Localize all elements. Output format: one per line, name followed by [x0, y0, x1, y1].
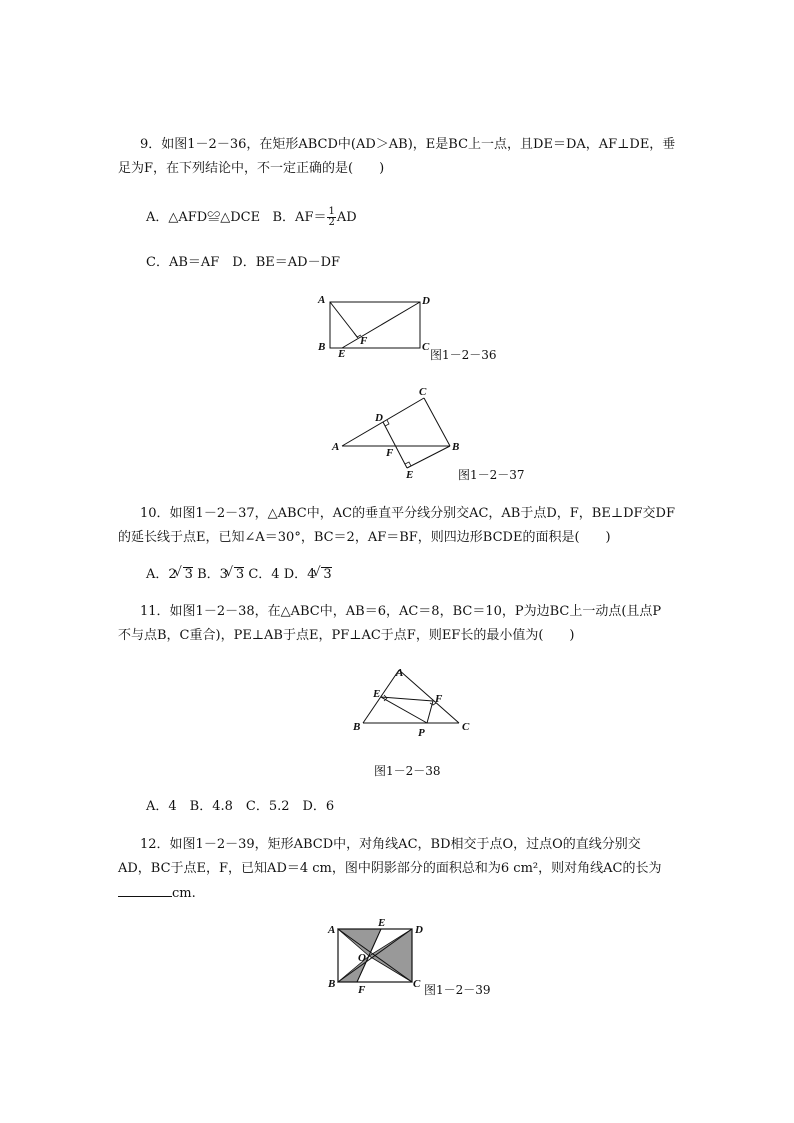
label-b: B [328, 978, 336, 990]
q9-text-line2: 足为F，在下列结论中，不一定正确的是( ) [118, 161, 385, 176]
label-c: C [419, 386, 427, 398]
label-d: D [415, 924, 423, 936]
label-a: A [328, 924, 336, 936]
label-c: C [413, 978, 421, 990]
sqrt-3: √ 3 [321, 567, 331, 582]
q9-options-cd: C．AB＝AF D．BE＝AD－DF [146, 255, 341, 270]
label-b: B [452, 441, 460, 453]
label-b: B [353, 721, 361, 733]
q10-option-a: A．2 [146, 567, 177, 582]
figure-1-2-38 [345, 660, 475, 740]
sqrt-3: √ 3 [183, 567, 193, 582]
label-f: F [435, 693, 443, 705]
q9-option-b-suffix: AD [336, 210, 357, 225]
unit-cm: cm. [172, 886, 196, 901]
q9-option-b-prefix: B．AF＝ [272, 210, 327, 225]
figure-1-2-37-caption: 图1－2－37 [458, 468, 525, 482]
q11-text-line1: 11．如图1－2－38，在△ABC中，AB＝6，AC＝8，BC＝10，P为边BC上一动点(且点P [140, 604, 662, 619]
label-e: E [378, 917, 386, 929]
q10-option-d: D．4 [283, 567, 316, 582]
label-e: E [373, 688, 381, 700]
figure-1-2-39 [322, 915, 432, 995]
q10-options [146, 566, 332, 584]
figure-1-2-36-caption: 图1－2－36 [430, 348, 497, 362]
q10-option-c: C．4 [248, 567, 280, 582]
label-b: B [318, 341, 326, 353]
label-f: F [358, 984, 366, 995]
q11-text-line2: 不与点B，C重合)，PE⊥AB于点E，PF⊥AC于点F，则EF长的最小值为( ) [118, 628, 575, 643]
label-d: D [422, 295, 430, 307]
q9-options-ab [146, 207, 357, 228]
q12-text-line3 [118, 885, 196, 903]
label-a: A [332, 441, 340, 453]
q10-option-b: B．3 [197, 567, 228, 582]
figure-1-2-36 [310, 290, 440, 360]
label-e: E [338, 348, 346, 360]
q9-text-line1: 9．如图1－2－36，在矩形ABCD中(AD＞AB)，E是BC上一点，且DE＝DA，AF⊥DE，垂 [140, 137, 676, 152]
q11-options: A．4 B．4.8 C．5.2 D．6 [146, 799, 335, 814]
figure-1-2-39-caption: 图1－2－39 [424, 983, 491, 997]
q12-text-line1: 12．如图1－2－39，矩形ABCD中，对角线AC，BD相交于点O，过点O的直线分别交 [140, 837, 641, 852]
figure-1-2-37 [330, 382, 460, 482]
label-c: C [462, 721, 470, 733]
q12-text-line2: AD，BC于点E，F，已知AD＝4 cm，图中阴影部分的面积总和为6 cm²，则对角线AC的长为 [118, 861, 662, 876]
label-o: O [358, 952, 366, 964]
figure-1-2-38-caption: 图1－2－38 [374, 764, 441, 778]
answer-blank[interactable] [118, 896, 172, 897]
q9-option-b-fraction: $\frac{1}{2}$ [328, 206, 335, 228]
sqrt-3: √ 3 [234, 567, 244, 582]
q9-option-a: A．△AFD≌△DCE [146, 210, 261, 225]
label-d: D [375, 412, 383, 424]
q10-text-line2: 的延长线于点E，已知∠A＝30°，BC＝2，AF＝BF，则四边形BCDE的面积是( ) [118, 530, 611, 545]
rect-abcd [330, 302, 420, 348]
label-e: E [406, 469, 414, 481]
label-f: F [360, 335, 368, 347]
label-a: A [396, 667, 404, 679]
label-f: F [386, 447, 394, 459]
label-a: A [318, 294, 326, 306]
q10-text-line1: 10．如图1－2－37，△ABC中，AC的垂直平分线分别交AC，AB于点D，F，BE⊥DF交DF [140, 506, 675, 521]
label-p: P [418, 727, 425, 739]
label-c: C [422, 341, 430, 353]
